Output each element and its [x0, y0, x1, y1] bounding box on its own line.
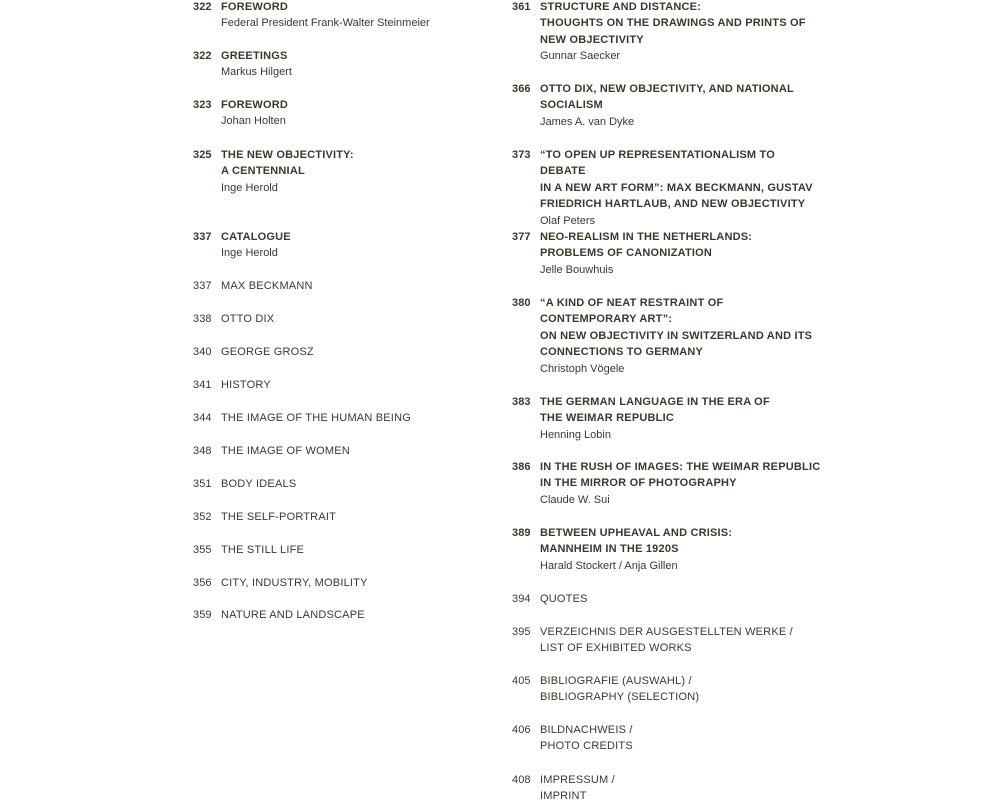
- page-number: 344: [193, 412, 212, 424]
- entry-title-line: CONNECTIONS TO GERMANY: [540, 346, 704, 359]
- toc-entry: [193, 48, 493, 81]
- toc-entry: [193, 575, 493, 591]
- entry-body: [540, 394, 822, 443]
- page-number: 377: [512, 231, 531, 243]
- entry-title-line: OTTO DIX: [221, 313, 275, 325]
- page-number: 395: [512, 626, 531, 638]
- entry-title-line: GEORGE GROSZ: [221, 346, 314, 358]
- entry-title-line: IMPRINT: [540, 790, 587, 803]
- entry-title: [221, 311, 493, 327]
- toc-entry: [193, 0, 493, 32]
- entry-title: [540, 459, 822, 492]
- toc-entry: [193, 344, 493, 360]
- entry-title-line: BETWEEN UPHEAVAL AND CRISIS:: [540, 527, 733, 539]
- entry-title-line: IN THE RUSH OF IMAGES: THE WEIMAR REPUBLIC: [540, 461, 821, 473]
- toc-entry: [512, 673, 822, 706]
- entry-body: [540, 525, 822, 574]
- entry-title: [540, 624, 822, 657]
- toc-entry: [193, 542, 493, 558]
- entry-title-line: VERZEICHNIS DER AUSGESTELLTEN WERKE /: [540, 626, 793, 638]
- entry-title: [221, 607, 493, 623]
- entry-title-line: PHOTO CREDITS: [540, 740, 633, 753]
- entry-title-line: THE WEIMAR REPUBLIC: [540, 412, 674, 425]
- entry-author: Harald Stockert / Anja Gillen: [540, 559, 678, 572]
- entry-author: Inge Herold: [221, 247, 278, 260]
- entry-title-line: MANNHEIM IN THE 1920S: [540, 543, 679, 556]
- entry-title: [221, 48, 493, 64]
- entry-author: Christoph Vögele: [540, 362, 625, 375]
- page-number: 405: [512, 675, 531, 687]
- entry-title: [540, 722, 822, 755]
- toc-entry: [193, 443, 493, 459]
- entry-body: [221, 97, 493, 130]
- page-number: 394: [512, 593, 531, 605]
- entry-title-line: IN THE MIRROR OF PHOTOGRAPHY: [540, 477, 737, 490]
- entry-author: Federal President Frank-Walter Steinmeier: [221, 17, 430, 30]
- toc-entry: [512, 624, 822, 657]
- entry-title: [221, 0, 493, 15]
- entry-title-line: GREETINGS: [221, 50, 288, 62]
- entry-title-line: CATALOGUE: [221, 231, 291, 243]
- toc-entry: [512, 459, 822, 508]
- entry-title-line: LIST OF EXHIBITED WORKS: [540, 642, 692, 655]
- page-number: 341: [193, 379, 212, 391]
- page-number: 361: [512, 1, 531, 13]
- entry-title: [221, 278, 493, 294]
- entry-title-line: STRUCTURE AND DISTANCE:: [540, 1, 702, 13]
- entry-title: [540, 81, 822, 114]
- entry-title-line: FOREWORD: [221, 99, 288, 111]
- entry-title: [221, 377, 493, 393]
- entry-title: [540, 525, 822, 558]
- entry-title: [221, 443, 493, 459]
- entry-title-line: THE IMAGE OF THE HUMAN BEING: [221, 412, 411, 424]
- entry-title: [221, 542, 493, 558]
- entry-title-line: BIBLIOGRAPHY (SELECTION): [540, 691, 700, 704]
- entry-title-line: “TO OPEN UP REPRESENTATIONALISM TO DEBATE: [540, 149, 775, 178]
- page-number: 406: [512, 724, 531, 736]
- entry-title: [540, 147, 822, 213]
- page-number: 408: [512, 774, 531, 786]
- toc-entry: [512, 295, 822, 377]
- entry-title-line: QUOTES: [540, 593, 588, 605]
- entry-title-line: THE STILL LIFE: [221, 544, 305, 556]
- entry-body: [540, 673, 822, 706]
- entry-title: [540, 394, 822, 427]
- entry-body: [221, 377, 493, 393]
- entry-title: [540, 229, 822, 262]
- entry-title-line: NEO-REALISM IN THE NETHERLANDS:: [540, 231, 753, 243]
- entry-body: [221, 542, 493, 558]
- entry-body: [540, 81, 822, 130]
- entry-title: [221, 344, 493, 360]
- page-number: 325: [193, 149, 212, 161]
- entry-title: [221, 575, 493, 591]
- toc-entry: [193, 509, 493, 525]
- entry-title: [540, 295, 822, 361]
- toc-entry: [512, 525, 822, 574]
- entry-body: [540, 459, 822, 508]
- page-number: 356: [193, 577, 212, 589]
- entry-title: [221, 147, 493, 180]
- entry-title-line: FRIEDRICH HARTLAUB, AND NEW OBJECTIVITY: [540, 198, 806, 211]
- entry-title-line: A CENTENNIAL: [221, 165, 305, 178]
- entry-author: Inge Herold: [221, 181, 278, 194]
- toc-entry: [193, 607, 493, 623]
- entry-body: [540, 591, 822, 607]
- page-number: 323: [193, 99, 212, 111]
- page-number: 322: [193, 50, 212, 62]
- page-number: 348: [193, 445, 212, 457]
- page-number: 389: [512, 527, 531, 539]
- entry-title-line: IMPRESSUM /: [540, 774, 615, 786]
- entry-author: Johan Holten: [221, 115, 286, 128]
- entry-title-line: FOREWORD: [221, 1, 288, 13]
- entry-title-line: CITY, INDUSTRY, MOBILITY: [221, 577, 368, 589]
- page-number: 322: [193, 1, 212, 13]
- entry-title-line: THE GERMAN LANGUAGE IN THE ERA OF: [540, 396, 770, 408]
- page-number: 386: [512, 461, 531, 473]
- entry-body: [221, 410, 493, 426]
- toc-entry: [193, 97, 493, 130]
- page-number: 352: [193, 511, 212, 523]
- page-number: 383: [512, 396, 531, 408]
- entry-title-line: SOCIALISM: [540, 99, 603, 112]
- entry-title-line: MAX BECKMANN: [221, 280, 313, 292]
- entry-title: [540, 673, 822, 706]
- entry-body: [221, 0, 493, 32]
- toc-entry: [193, 147, 493, 196]
- toc-entry: [512, 147, 822, 229]
- entry-author: Gunnar Saecker: [540, 50, 621, 63]
- entry-author: Henning Lobin: [540, 428, 611, 441]
- entry-title: [221, 476, 493, 492]
- page-number: 366: [512, 83, 531, 95]
- entry-title-line: THOUGHTS ON THE DRAWINGS AND PRINTS OF: [540, 17, 806, 30]
- entry-title-line: BODY IDEALS: [221, 478, 297, 490]
- entry-body: [221, 476, 493, 492]
- toc-entry: [512, 722, 822, 755]
- toc-entry: [193, 229, 493, 262]
- entry-title-line: HISTORY: [221, 379, 271, 391]
- entry-author: Claude W. Sui: [540, 493, 610, 506]
- entry-title-line: NEW OBJECTIVITY: [540, 33, 644, 46]
- entry-body: [221, 229, 493, 262]
- toc-entry: [193, 410, 493, 426]
- entry-body: [221, 607, 493, 623]
- entry-body: [540, 229, 822, 278]
- entry-title-line: THE IMAGE OF WOMEN: [221, 445, 350, 457]
- entry-body: [221, 311, 493, 327]
- entry-body: [540, 722, 822, 755]
- entry-title-line: NATURE AND LANDSCAPE: [221, 609, 365, 621]
- entry-title: [540, 0, 822, 48]
- page-number: 373: [512, 149, 531, 161]
- entry-body: [221, 278, 493, 294]
- page-number: 337: [193, 231, 212, 243]
- entry-title-line: THE SELF-PORTRAIT: [221, 511, 337, 523]
- entry-title: [221, 97, 493, 113]
- toc-entry: [512, 591, 822, 607]
- entry-body: [221, 575, 493, 591]
- page-number: 351: [193, 478, 212, 490]
- page-number: 359: [193, 609, 212, 621]
- entry-author: Markus Hilgert: [221, 66, 292, 79]
- entry-title-line: PROBLEMS OF CANONIZATION: [540, 247, 713, 260]
- entry-author: James A. van Dyke: [540, 115, 635, 128]
- entry-body: [540, 295, 822, 377]
- page-number: 380: [512, 297, 531, 309]
- entry-title: [540, 591, 822, 607]
- entry-title-line: “A KIND OF NEAT RESTRAINT OF: [540, 297, 724, 309]
- toc-entry: [512, 229, 822, 278]
- entry-body: [221, 509, 493, 525]
- entry-title-line: CONTEMPORARY ART”:: [540, 313, 673, 326]
- entry-body: [221, 48, 493, 81]
- entry-title: [221, 509, 493, 525]
- toc-entry: [193, 377, 493, 393]
- entry-author: Olaf Peters: [540, 214, 596, 227]
- entry-title-line: OTTO DIX, NEW OBJECTIVITY, AND NATIONAL: [540, 83, 794, 95]
- entry-body: [221, 344, 493, 360]
- entry-author: Jelle Bouwhuis: [540, 263, 614, 276]
- toc-entry: [193, 476, 493, 492]
- entry-title-line: ON NEW OBJECTIVITY IN SWITZERLAND AND ITS: [540, 329, 813, 342]
- page-number: 337: [193, 280, 212, 292]
- entry-title-line: BILDNACHWEIS /: [540, 724, 633, 736]
- entry-body: [540, 0, 822, 65]
- toc-entry: [512, 394, 822, 443]
- entry-title-line: IN A NEW ART FORM”: MAX BECKMANN, GUSTAV: [540, 181, 813, 194]
- entry-title-line: THE NEW OBJECTIVITY:: [221, 149, 354, 161]
- toc-entry: [193, 278, 493, 294]
- entry-body: [540, 624, 822, 657]
- page-number: 340: [193, 346, 212, 358]
- entry-body: [221, 443, 493, 459]
- entry-title-line: BIBLIOGRAFIE (AUSWAHL) /: [540, 675, 692, 687]
- page-number: 355: [193, 544, 212, 556]
- toc-entry: [512, 81, 822, 130]
- entry-body: [540, 147, 822, 229]
- entry-body: [221, 147, 493, 196]
- page-number: 338: [193, 313, 212, 325]
- toc-entry: [193, 311, 493, 327]
- entry-title: [221, 410, 493, 426]
- entry-title: [221, 229, 493, 245]
- toc-entry: [512, 0, 822, 65]
